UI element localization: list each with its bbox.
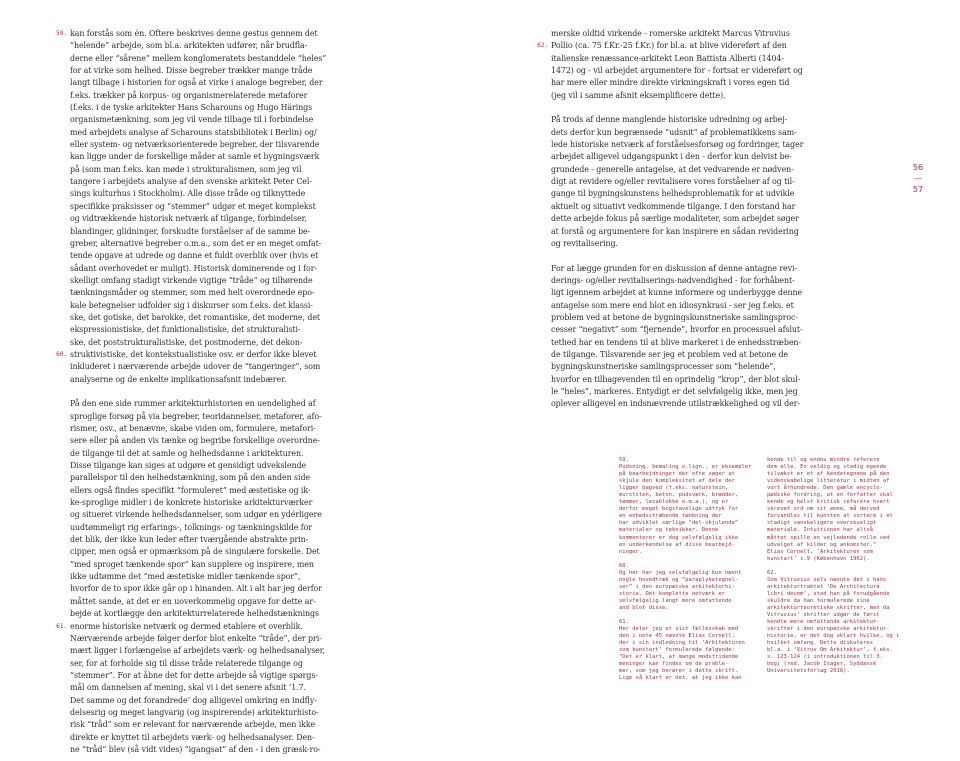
- text-line: uudtømmeligt rig erfarings-, tolknings- og tænkningskilde for: [70, 522, 312, 532]
- footnote-line: skuldre da han formulerede sine: [767, 597, 870, 604]
- text-line: delsesrig og meget langvarig (og inspirerende) arkitekturhisto-: [70, 707, 319, 717]
- text-line: på (som man f.eks. kan møde i strukturalismen, som jeg vil: [70, 164, 302, 174]
- footnote-number: 61.: [619, 618, 629, 625]
- footnote-number: 59.: [619, 457, 629, 463]
- text-line: blandinger, glidninger, forskudte forståelser af de samme be-: [70, 226, 311, 236]
- footnote-line: materiale. Intuitionen har altså: [767, 527, 873, 534]
- text-line: gange til bygningskunstens helhedsproblematik for at udvikle: [551, 189, 795, 199]
- footnote-line: materialer og teknikker. Denne: [619, 527, 719, 534]
- text-line: ellers også findes specifikt “formuleret” med æstetiske og ik-: [70, 485, 311, 495]
- right-body-column: [537, 28, 812, 411]
- text-line: ser, for at forholde sig til disse tråde relaterede tilgange og: [70, 658, 303, 668]
- footnote-line: skrifter i den europæiske arkitektur-: [767, 626, 890, 633]
- text-line: rismer, osv., at benævne, skabe viden om, formulere, metafori-: [70, 424, 316, 433]
- footnote-line: libri decem’, stod han på forudgående: [767, 590, 890, 597]
- text-line: [537, 40, 812, 52]
- paragraph-gap: [70, 386, 332, 398]
- text-line: dets derfor kun begrænsede “udsnit” af problematikkens sam-: [551, 127, 797, 137]
- footnote-line: Pudsning, bemaling o.lign., er eksempler: [619, 464, 752, 471]
- text-line: skelligt omfang stadigt virkende vigtige “tråde” og tilhørende: [70, 275, 313, 285]
- footnote-line: måttet spille en vejledende rolle ved: [767, 534, 890, 541]
- footnote-line: Vitruvius’ skrifter udgør de først: [767, 611, 880, 618]
- footnote-line: hvilket omfang. Dette diskuteres: [767, 640, 873, 647]
- text-line: bygningskunstneriske samlingsprocesser som “helende”,: [551, 362, 776, 372]
- text-line: arbejdet alligevel udgangspunkt i den - derfor kun delvist be-: [551, 152, 792, 162]
- footnote-line: vort århundrede. Den gamle encyclo-: [767, 485, 883, 492]
- text-line: ekspressionistiske, det funktionalistiske, det strukturalisti-: [70, 325, 301, 335]
- footnote-line: kunstart’ s.9 (København 1962).: [767, 555, 870, 562]
- text-line: ke-sproglige midler i de konkrete historiske arkitekturværker: [70, 498, 313, 508]
- text-line: måttet sande, at det er en uoverkommelig opgave for dette ar-: [70, 596, 316, 606]
- footnote-marker[interactable]: 59.: [56, 30, 67, 37]
- text-line: For at lægge grunden for en diskussion af denne antagne revi-: [551, 263, 798, 273]
- text-line: tangere i arbejdets analyse af den svenske arkitekt Peter Cel-: [70, 177, 312, 187]
- text-line: hvorfor de to spor ikke går op i hinanden. Alt i alt har jeg derfor: [70, 584, 322, 594]
- footnote-number: 62.: [767, 569, 777, 576]
- text-line: mært ligger i forlængelse af arbejdets værk- og helhedsanalyser,: [70, 646, 326, 656]
- footnote-line: kende til og endnu mindre referere: [767, 457, 880, 463]
- text-line: analyserne og de enkelte implikationsafsnit indebærer.: [70, 374, 287, 384]
- text-line: 1472) og - vil arbejdet argumentere for - fortsat er videreført og: [551, 66, 803, 76]
- text-line: derings- og/eller revitaliserings-nødvendighed - for forhåbent-: [551, 275, 795, 285]
- footnote-line: kendte mere omfattende arkitektur-: [767, 619, 880, 626]
- footnote-line: forvandles til kunsten at sortere i et: [767, 513, 893, 520]
- text-line: at forstå og argumentere for kan inspirere en sådan revidering: [551, 226, 799, 236]
- footnote-marker[interactable]: 61.: [56, 622, 67, 630]
- text-line: tethed har en tendens til at blive markeret i de enhedsstræben-: [551, 337, 802, 347]
- footnote-line: har udviklet særlige “del-skjulende”: [619, 520, 739, 527]
- text-line: kale betegnelser udfolder sig i diskurser som f.eks. det klassi-: [70, 300, 313, 310]
- footnote-line: historie, er det dog uklart hvilke, og i: [767, 633, 900, 640]
- text-line: sådant overhovedet er muligt). Historisk dominerende og i for-: [70, 263, 317, 273]
- footnote-line: den i note 45 nævnte Elias Cornell,: [619, 633, 735, 640]
- text-line: de tilgange. Tilsvarende ser jeg et problem ved at betone de: [551, 349, 789, 359]
- text-line: sere eller på anden vis tænke og begribe forskellige overordne-: [70, 436, 320, 446]
- text-line: mål om dannelsen af mening, skal vi i det senere afsnit ‘1.7.: [70, 683, 306, 693]
- footnote: [767, 457, 907, 563]
- text-line: ikke udtømme det “med æstetiske midler tænkende spor”,: [70, 572, 301, 582]
- footnote-line: nogle hovedtræk og “paraplybetegnel-: [619, 576, 739, 583]
- text-line: Det samme og det forandrede’ dog alligevel omkring en indfly-: [70, 695, 317, 705]
- text-line: cipper, men også er opmærksom på de singulære forskelle. Det: [70, 547, 320, 557]
- text-line: specifikke praksisser og “stemmer” udgør et meget komplekst: [70, 201, 316, 211]
- text-line: for at virke som helhed. Disse begreber trækker mange tråde: [70, 66, 313, 76]
- text-line-content: enorme historiske netværk og dermed etablere et overblik.: [70, 621, 303, 631]
- text-line: “helende” arbejde, som bl.a. arkitekten udfører, når brudfla-: [70, 41, 308, 51]
- text-line: merske oldtid virkende - romerske arkitekt Marcus Vitruvius: [551, 29, 790, 38]
- footnote-line: Og her har jeg selvfølgelig kun nævnt: [619, 569, 742, 576]
- text-line: ne “tråd” blev (så vidt vides) “igangsat” af den - i den græsk-ro-: [70, 744, 321, 754]
- footnote-line: Her deler jeg et vist fællesskab med: [619, 626, 739, 633]
- text-line: risk “tråd” som er relevant for nærværende arbejde, men ikke: [70, 720, 316, 730]
- page-number-left: 56: [912, 163, 924, 172]
- text-line-content: struktivistiske, det kontekstualistiske osv. er derfor ikke blevet: [70, 349, 317, 359]
- footnote-number: 60.: [619, 562, 629, 569]
- text-line: direkte er knyttet til arbejdets værk- og helhedsanalyser. Den-: [70, 732, 315, 742]
- footnote-line: videnskabelige litteratur i midten af: [767, 478, 890, 485]
- text-line: “med sproget tænkende spor” kan supplere og inspirere, men: [70, 559, 314, 569]
- page-number-separator: —: [914, 174, 922, 183]
- text-line: problem ved at betone de bygningskunstneriske samlingsproc-: [551, 312, 798, 322]
- footnote-line: stadigt vanskeligere overskueligt: [767, 520, 877, 527]
- text-line: [56, 28, 332, 40]
- text-line: tænkningsmåder og stemmer, som med helt overordnede epo-: [70, 288, 315, 298]
- footnote-line: på bearbejdninger der ofte søger at: [619, 471, 735, 478]
- footnote-line: ser” i den europæiske arkitekturhi-: [619, 583, 735, 590]
- footnote-line: tømmer, lecablokke o.m.a.), og er: [619, 499, 729, 506]
- footnote: [767, 570, 907, 676]
- footnote-line: Universitetsforlag 2016).: [767, 668, 850, 675]
- footnote-marker[interactable]: 62.: [537, 42, 548, 50]
- text-line: og revitalisering.: [551, 238, 618, 248]
- text-line: [56, 621, 332, 633]
- footnote-line: mer, som jeg berører i dette skrift.: [619, 668, 739, 675]
- text-line: eller system- og netværksorienterede begreber, der tilsvarende: [70, 140, 320, 150]
- text-line: ligt igennem arbejdet at kunne informere og underbygge denne: [551, 288, 803, 298]
- text-line: [56, 349, 332, 361]
- text-line: inkluderet i nærværende arbejde udover de “tangeringer”, som: [70, 362, 321, 372]
- text-line: hvorfor en tilbagevenden til en oprindelig “krop”, der blot skul-: [551, 374, 801, 384]
- footnote-line: tilvækst er et af kendetegnene på den: [767, 471, 890, 478]
- text-line: langt tilbage i historien for også at virke i analoge begreber, der: [70, 78, 323, 88]
- text-line: le “heles”, markeres. Entydigt er det selvfølgelig ikke, men jeg: [551, 386, 798, 396]
- footnote-line: Som Vitruvius selv nævnte det i hans: [767, 576, 887, 583]
- footnote-line: en underkendelse af disse bearbejd-: [619, 541, 735, 548]
- page-number-right: 57: [912, 185, 924, 194]
- text-line: “stemmer”. For at åbne det for dette arbejde så vigtige spørgs-: [70, 670, 318, 680]
- footnotes-column-1: [619, 457, 757, 689]
- text-line: med arbejdets analyse af Scharouns statsbibliotek i Berlin) og/: [70, 127, 317, 137]
- text-line: italienske renæssance-arkitekt Leon Battista Alberti (1404-: [551, 53, 784, 63]
- footnote-line: en enhedsstræbende tænkning der: [619, 513, 722, 520]
- footnote-line: udvalget af kilder og ankomster.”: [767, 541, 877, 548]
- footnote-line: Lige så klart er det, at jeg ikke kan: [619, 675, 742, 682]
- text-line: de tilgange til det at samle og helhedsdanne i arkitekturen.: [70, 448, 304, 458]
- text-line: ske, det gotiske, det barokke, det romantiske, det moderne, det: [70, 312, 321, 322]
- footnote-line: kende og helst kritisk referere hvert: [767, 499, 890, 506]
- footnote-line: meninger kan findes om de proble-: [619, 661, 729, 668]
- footnote-line: dem alle. En veldig og stadig egende: [767, 464, 887, 471]
- footnote-line: selvfølgelig langt mere omfattende: [619, 597, 732, 604]
- footnotes-column-2: [767, 457, 907, 682]
- text-line: cesser “negativt” som “fjernende”, hvorfor en processuel afslut-: [551, 325, 803, 335]
- text-line: dette arbejde fokus på særlige modaliteter, som arbejdet søger: [551, 214, 799, 224]
- footnote-line: and blot disse.: [619, 604, 669, 611]
- text-line: Nærværende arbejde følger derfor blot enkelte “tråde”, der pri-: [70, 633, 322, 643]
- text-line: parallelspor til den helhedstænkning, som på den anden side: [70, 473, 311, 483]
- text-line: og situeret virkende helhedsdannelser, som udgør en ydérligere: [70, 510, 322, 520]
- footnote-line: murststen, beton, pudsværk, brædder,: [619, 492, 739, 499]
- text-line: (f.eks. i de tyske arkitekter Hans Scharouns og Hugo Härings: [70, 103, 313, 113]
- footnote-line: ligger bagved (f.eks. naturstein,: [619, 485, 729, 492]
- text-line: lede historiske netværk af forståelsesforsøg og fordringer, tager: [551, 140, 804, 150]
- text-line: det blik, der ikke kun leder efter tværgående abstrakte prin-: [70, 535, 309, 545]
- text-line: Disse tilgange kan siges at udgøre et gensidigt udvekslende: [70, 461, 307, 471]
- footnote-line: ninger.: [619, 548, 643, 555]
- footnote-line: “Det er klart, at mange modstridende: [619, 654, 739, 661]
- text-line: greber, alternative begreber o.m.a., som det er en meget omfat-: [70, 238, 322, 248]
- footnote-line: som kunstart’ formulerede følgende:: [619, 647, 735, 654]
- footnote: [619, 619, 757, 682]
- text-line: sings kulturhus i Stockholm). Alle disse tråde og tilknyttede: [70, 189, 306, 199]
- text-line: f.eks. trækker på korpus- og organismerelaterede metaforer: [70, 90, 308, 100]
- text-line: derne eller “sårene” mellem konglomeratets bestanddele “heles”: [70, 53, 327, 63]
- text-line: bejde at kortlægge den arkitekturrelaterede helhedstænknings: [70, 609, 319, 619]
- text-line: organismetænkning, som jeg vil vende tilbage til i forbindelse: [70, 115, 314, 125]
- text-line: og vidtrækkende historisk netværk af tilgange, forbindelser,: [70, 214, 307, 224]
- footnote-line: bl.a. i ‘Vitruv Om Arkitektur’, f.eks.: [767, 647, 893, 654]
- text-line: tende opgave at udrede og danne et fuldt overblik over (hvis et: [70, 251, 319, 261]
- text-line: sproglige forsøg på via begreber, teoridannelser, metaforer, afo-: [70, 411, 322, 421]
- text-line-content: Pollio (ca. 75 f.Kr.-25 f.Kr.) for bl.a. at blive videreført af den: [551, 41, 787, 51]
- footnote-line: arkitekturteoretiske skrifter, men da: [767, 604, 890, 611]
- paragraph-gap: [551, 250, 812, 262]
- text-line-content: kan forstås som én. Oftere beskrives denne gestus gennem det: [70, 29, 318, 38]
- text-line: (jeg vil i samme afsnit eksemplificere dette).: [551, 90, 726, 100]
- paragraph-gap: [551, 102, 812, 114]
- text-line: har mere eller mindre direkte virkningskraft i vores egen tid: [551, 78, 790, 88]
- text-line: grundede - generelle antagelse, at det vedvarende er nødven-: [551, 164, 794, 174]
- footnote-line: s. 123-124 (i introduktionen til 3.: [767, 654, 883, 661]
- text-line: aktuelt og situativt vedkommende tilgange. I den forstand har: [551, 201, 796, 211]
- footnote-line: pædiske fordring, at en forfatter skal: [767, 492, 893, 499]
- text-line: På trods af denne manglende historiske udredning og arbej-: [551, 115, 788, 125]
- footnote-line: Elias Cornell, ‘Arkitekturen som: [767, 548, 873, 555]
- footnote-line: der i sin indledning til ‘Arkitekturen: [619, 640, 745, 647]
- text-line: digt at revidere og/eller revitalisere vores forståelser af og til-: [551, 177, 795, 187]
- left-body-column: [56, 28, 332, 756]
- footnote: [619, 457, 757, 556]
- footnote: [619, 563, 757, 612]
- text-line: ske, det poststrukturalistiske, det postmoderne, det dekon-: [70, 337, 303, 347]
- text-line: oplever alligevel en indsnævrende utilstrækkelighed og vil der-: [551, 399, 801, 409]
- footnote-line: storie. Det komplette netværk er: [619, 590, 725, 597]
- text-line: kan ligge under de forskellige måder at samle et bygningsværk: [70, 152, 320, 162]
- text-line: På den ene side rummer arkitekturhistorien en uendelighed af: [70, 399, 316, 409]
- footnote-line: bog) (red. Jacob Isager, Syddansk: [767, 661, 877, 668]
- footnote-line: kommenterer er dog selvfølgelig ikke: [619, 534, 739, 541]
- footnote-line: derfor meget bogstavelige udtryk for: [619, 506, 739, 513]
- footnote-line: skrevet ord om sit emne, må derved: [767, 506, 880, 513]
- text-line: antagelse som mere end blot en idiosynkrasi - ser jeg f.eks. et: [551, 300, 794, 310]
- footnote-marker[interactable]: 60.: [56, 350, 67, 358]
- footnote-line: skjule den kompleksitet af dele der: [619, 478, 735, 485]
- page-numbers: [908, 162, 928, 195]
- footnote-line: arkitekturtraktat ‘De Architectura: [767, 583, 880, 590]
